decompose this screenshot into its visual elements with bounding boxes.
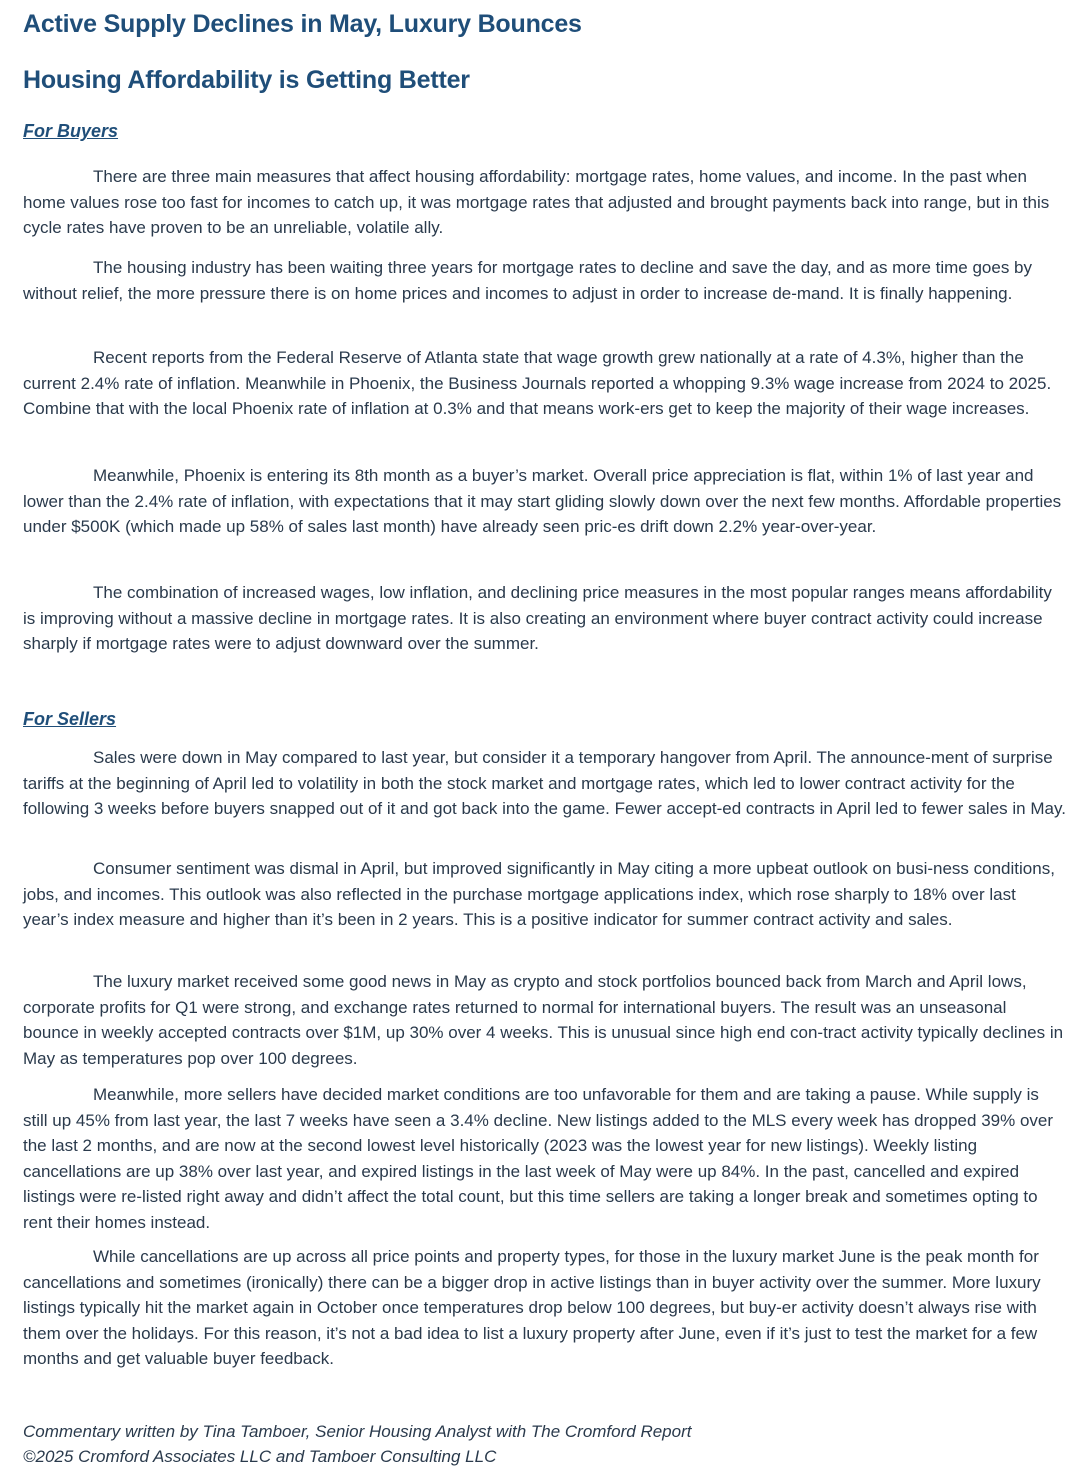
sellers-paragraph-2: Consumer sentiment was dismal in April, but improved significantly in May citing a more upbeat outlook on busi-ness conditions, jobs, and incomes. This outlook was also reflected in the purchase mortgage applications index, which rose sharply to 18% over last year’s index measure and higher than it’s been in 2 years. This is a positive indicator for summer contract activity and sales. xyxy=(23,859,1055,929)
footer-credit: Commentary written by Tina Tamboer, Senior Housing Analyst with The Cromford Report xyxy=(23,1422,692,1441)
buyers-paragraph-1: There are three main measures that affect housing affordability: mortgage rates, home values, and income. In the past when home values rose too fast for incomes to catch up, it was mortgage rates that adjusted and brought payments back into range, but in this cycle rates have proven to be an unreliable, volatile ally. xyxy=(23,167,1050,237)
sellers-paragraph-1: Sales were down in May compared to last year, but consider it a temporary hangover from April. The announce-ment of surprise tariffs at the beginning of April led to volatility in both the stock market and mortgage rates, which led to lower contract activity for the following 3 weeks before buyers snapped out of it and got back into the game. Fewer accept-ed contracts in April led to fewer sales in May. xyxy=(23,748,1066,818)
page-title: Active Supply Declines in May, Luxury Bounces xyxy=(23,10,582,38)
page-subtitle: Housing Affordability is Getting Better xyxy=(23,66,470,94)
buyers-paragraph-5: The combination of increased wages, low inflation, and declining price measures in the most popular ranges means affordability is improving without a massive decline in mortgage rates. It is also creating an environment where buyer contract activity could increase sharply if mortgage rates were to adjust downward over the summer. xyxy=(23,583,1052,653)
footer-copyright: ©2025 Cromford Associates LLC and Tamboer Consulting LLC xyxy=(23,1447,497,1466)
buyers-paragraph-2: The housing industry has been waiting three years for mortgage rates to decline and save the day, and as more time goes by without relief, the more pressure there is on home prices and incomes to adjust in order to increase de-mand. It is finally happening. xyxy=(23,258,1033,303)
sellers-paragraph-3: The luxury market received some good news in May as crypto and stock portfolios bounced back from March and April lows, corporate profits for Q1 were strong, and exchange rates returned to normal for international buyers. The result was an unseasonal bounce in weekly accepted contracts over $1M, up 30% over 4 weeks. This is unusual since high end con-tract activity typically declines in May as temperatures pop over 100 degrees. xyxy=(23,972,1064,1068)
buyers-paragraph-4: Meanwhile, Phoenix is entering its 8th month as a buyer’s market. Overall price appreciation is flat, within 1% of last year and lower than the 2.4% rate of inflation, with expectations that it may start gliding slowly down over the next few months. Affordable properties under $500K (which made up 58% of sales last month) have already seen pric-es drift down 2.2% year-over-year. xyxy=(23,466,1062,536)
section-heading-sellers: For Sellers xyxy=(23,709,117,729)
sellers-paragraph-4: Meanwhile, more sellers have decided market conditions are too unfavorable for them and are taking a pause. While supply is still up 45% from last year, the last 7 weeks have seen a 3.4% decline. New listings added to the MLS every week has dropped 39% over the last 2 months, and are now at the second lowest level historically (2023 was the lowest year for new listings). Weekly listing cancellations are up 38% over last year, and expired listings in the last week of May were up 84%. In the past, cancelled and expired listings were re-listed right away and didn’t affect the total count, but this time sellers are taking a longer break and sometimes opting to rent their homes instead. xyxy=(23,1085,1054,1232)
buyers-paragraph-3: Recent reports from the Federal Reserve of Atlanta state that wage growth grew nationally at a rate of 4.3%, higher than the current 2.4% rate of inflation. Meanwhile in Phoenix, the Business Journals reported a whopping 9.3% wage increase from 2024 to 2025. Combine that with the local Phoenix rate of inflation at 0.3% and that means work-ers get to keep the majority of their wage increases. xyxy=(23,348,1052,418)
sellers-paragraph-5: While cancellations are up across all price points and property types, for those in the luxury market June is the peak month for cancellations and sometimes (ironically) there can be a bigger drop in active listings than in buyer activity over the summer. More luxury listings typically hit the market again in October once temperatures drop below 100 degrees, but buy-er activity doesn’t always rise with them over the holidays. For this reason, it’s not a bad idea to list a luxury property after June, even if it’s just to test the market for a few months and get valuable buyer feedback. xyxy=(23,1247,1041,1368)
section-heading-buyers: For Buyers xyxy=(23,121,119,141)
